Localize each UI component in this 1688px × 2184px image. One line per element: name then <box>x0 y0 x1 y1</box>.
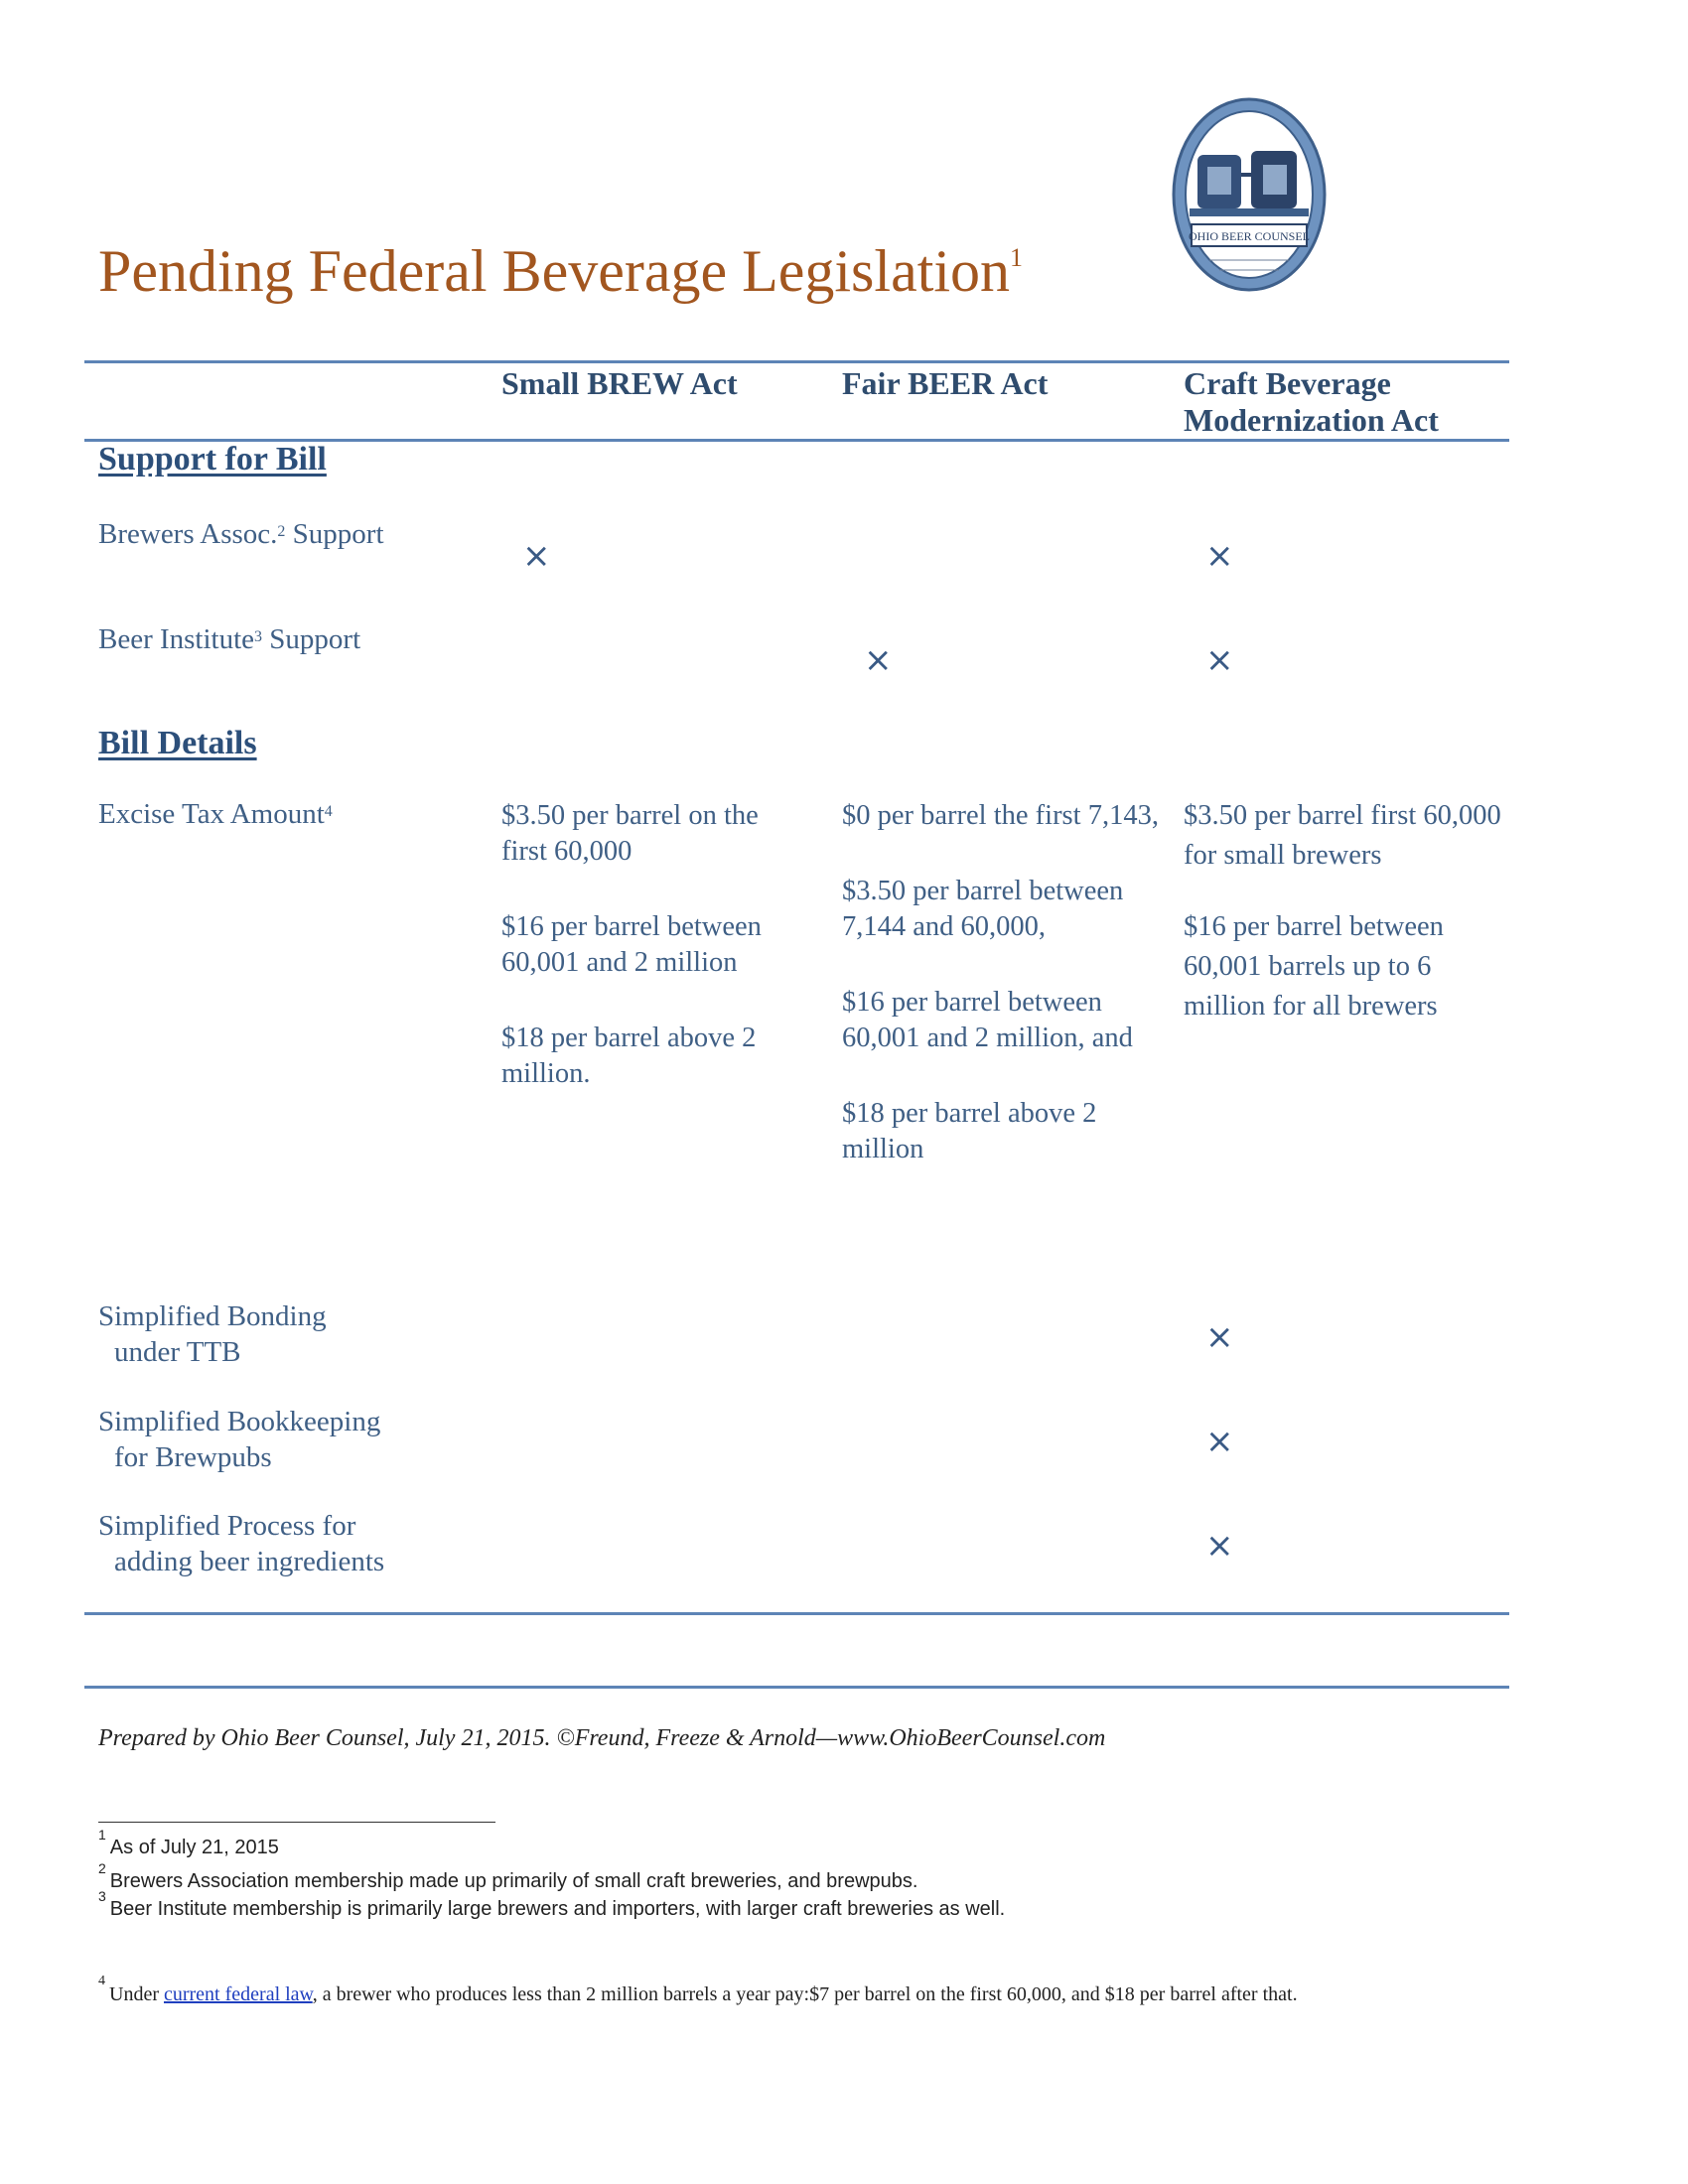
footnote-4: $^4$Under current federal law, a brewer who produces less than 2 million barrels a year pay:$7 per barrel on the first 60,000, and $18 per barrel after that. <box>98 1974 1298 2005</box>
footnote-1: $^1$As of July 21, 2015 <box>98 1827 279 1858</box>
excise-text: $18 per barrel above 2 million. <box>501 1023 757 1089</box>
row-label-simplified-bonding: Simplified Bonding under TTB <box>98 1300 327 1368</box>
ohio-beer-counsel-logo <box>1170 95 1329 294</box>
excise-text: $3.50 per barrel first 60,000 for small brewers <box>1184 800 1501 871</box>
title-footnote-ref: 1 <box>1010 243 1024 272</box>
support-mark-craft-beverage: × <box>1205 536 1234 576</box>
section-bill-details: Bill Details <box>98 725 257 761</box>
table-top-rule <box>84 360 1509 363</box>
excise-cell-fair-beer <box>842 798 1170 1207</box>
excise-text: $16 per barrel between 60,001 barrels up to 6 million for all brewers <box>1184 911 1444 1022</box>
excise-cell-small-brew <box>501 798 799 1132</box>
page-title: Pending Federal Beverage Legislation$^1$ <box>98 238 1024 304</box>
footnote-3: $^3$Beer Institute membership is primarily large brewers and importers, with larger craft breweries as well. <box>98 1888 1006 1920</box>
detail-mark-bonding: × <box>1205 1317 1234 1357</box>
row-label-beer-institute: Beer Institute$^3$ Support <box>98 623 361 655</box>
excise-text: $16 per barrel between 60,001 and 2 million, and <box>842 987 1133 1053</box>
table-bottom-rule <box>84 1612 1509 1615</box>
excise-text: $3.50 per barrel on the first 60,000 <box>501 800 759 867</box>
excise-text: $3.50 per barrel between 7,144 and 60,000, <box>842 876 1124 942</box>
support-mark-small-brew: × <box>522 536 551 576</box>
row-label-simplified-ingredients: Simplified Process for adding beer ingredients <box>98 1510 385 1577</box>
section-support-for-bill: Support for Bill <box>98 441 327 478</box>
footer-rule <box>84 1686 1509 1689</box>
excise-text: $0 per barrel the first 7,143, <box>842 800 1159 831</box>
support-mark-craft-beverage-2: × <box>1205 640 1234 680</box>
support-mark-fair-beer: × <box>864 640 893 680</box>
detail-mark-ingredients: × <box>1205 1526 1234 1566</box>
footnote-2: $^2$Brewers Association membership made up primarily of small craft breweries, and brewpubs. <box>98 1860 918 1892</box>
row-label-simplified-bookkeeping: Simplified Bookkeeping for Brewpubs <box>98 1406 381 1473</box>
column-header-craft-beverage: Craft Beverage Modernization Act <box>1184 365 1439 438</box>
column-header-fair-beer: Fair BEER Act <box>842 365 1049 401</box>
prepared-by-note: Prepared by Ohio Beer Counsel, July 21, 2015. ©Freund, Freeze & Arnold—www.OhioBeerCounsel.com <box>98 1725 1106 1751</box>
detail-mark-bookkeeping: × <box>1205 1422 1234 1461</box>
excise-cell-craft-beverage <box>1184 796 1501 1058</box>
excise-text: $16 per barrel between 60,001 and 2 million <box>501 911 762 978</box>
logo-name: OHIO BEER COUNSEL <box>1189 229 1310 243</box>
footnote-separator <box>98 1822 495 1823</box>
row-label-excise-tax: Excise Tax Amount$^4$ <box>98 798 333 830</box>
excise-text: $18 per barrel above 2 million <box>842 1098 1097 1164</box>
current-federal-law-link[interactable]: current federal law <box>163 1983 313 2005</box>
column-header-small-brew: Small BREW Act <box>501 365 738 401</box>
row-label-brewers-assoc: Brewers Assoc.$^2$ Support <box>98 518 384 550</box>
